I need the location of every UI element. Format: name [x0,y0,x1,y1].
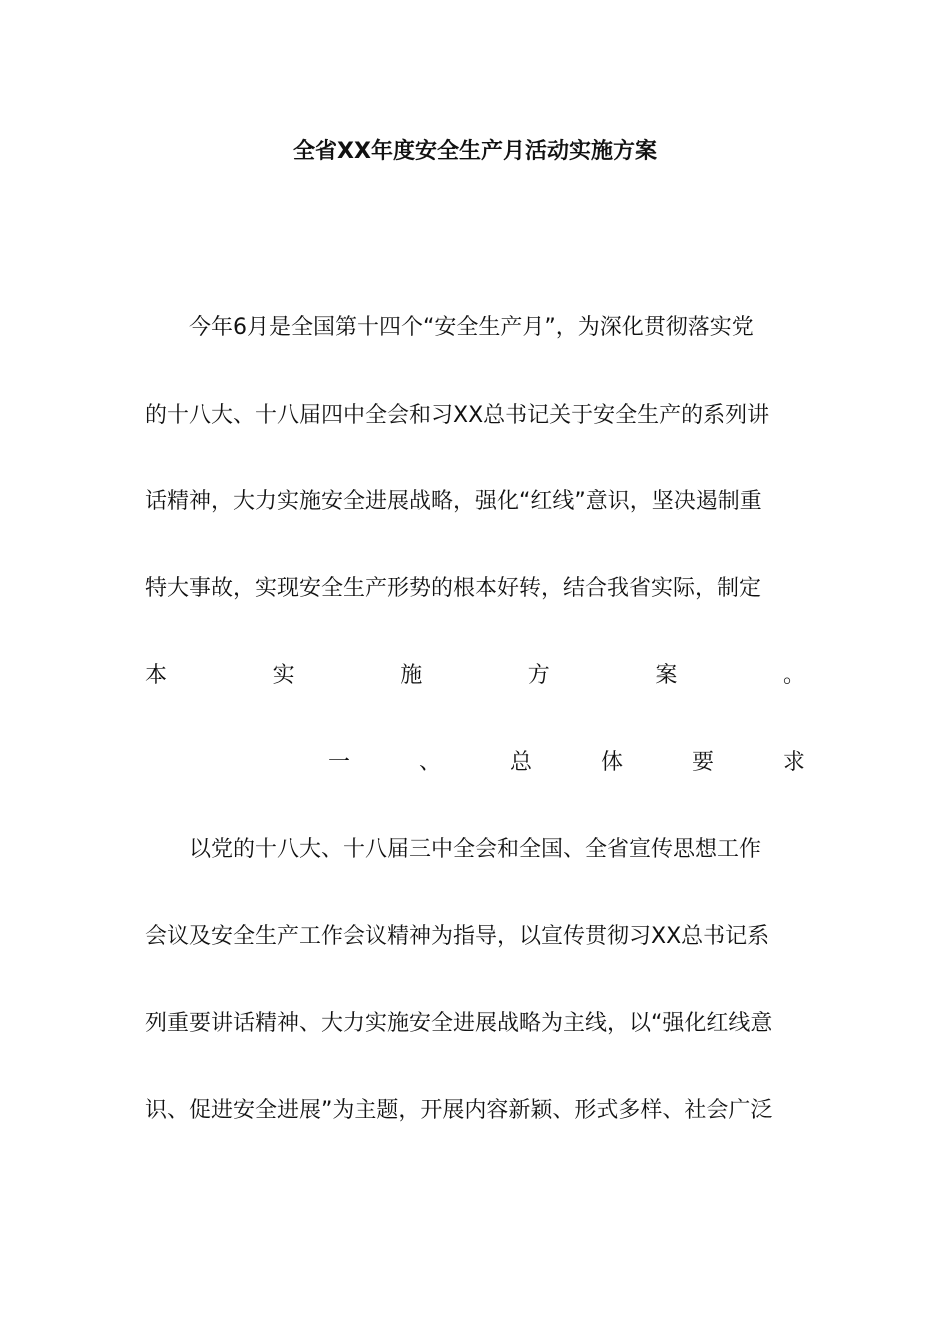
heading-char: 求 [782,750,805,775]
justified-char: 。 [782,663,805,688]
paragraph-line: 以党的十八大、十八届三中全会和全国、全省宣传思想工作 [189,837,762,862]
justified-char: 案 [655,663,678,688]
paragraph-line-justified [145,658,805,694]
heading-char: 总 [509,750,532,775]
heading-char: 要 [691,750,714,775]
paragraph-line: 列重要讲话精神、大力实施安全进展战略为主线，以“强化红线意 [145,1011,773,1036]
justified-char: 方 [527,663,550,688]
justified-char: 实 [272,663,295,688]
heading-char: 体 [600,750,623,775]
paragraph-line: 今年6月是全国第十四个“安全生产月”，为深化贯彻落实党 [189,315,754,340]
justified-char: 本 [145,663,168,688]
heading-char: 一 [328,750,351,775]
justified-char: 施 [400,663,423,688]
heading-char: 、 [418,750,441,775]
paragraph-line: 的十八大、十八届四中全会和习XX总书记关于安全生产的系列讲 [145,403,770,428]
paragraph-line: 话精神，大力实施安全进展战略，强化“红线”意识，坚决遏制重 [145,489,762,514]
paragraph-line: 识、促进安全进展”为主题，开展内容新颖、形式多样、社会广泛 [145,1098,773,1123]
paragraph-line: 特大事故，实现安全生产形势的根本好转，结合我省实际，制定 [145,576,762,601]
section-heading [328,745,805,781]
document-title: 全省XX年度安全生产月活动实施方案 [293,139,657,164]
paragraph-line: 会议及安全生产工作会议精神为指导，以宣传贯彻习XX总书记系 [145,924,770,949]
